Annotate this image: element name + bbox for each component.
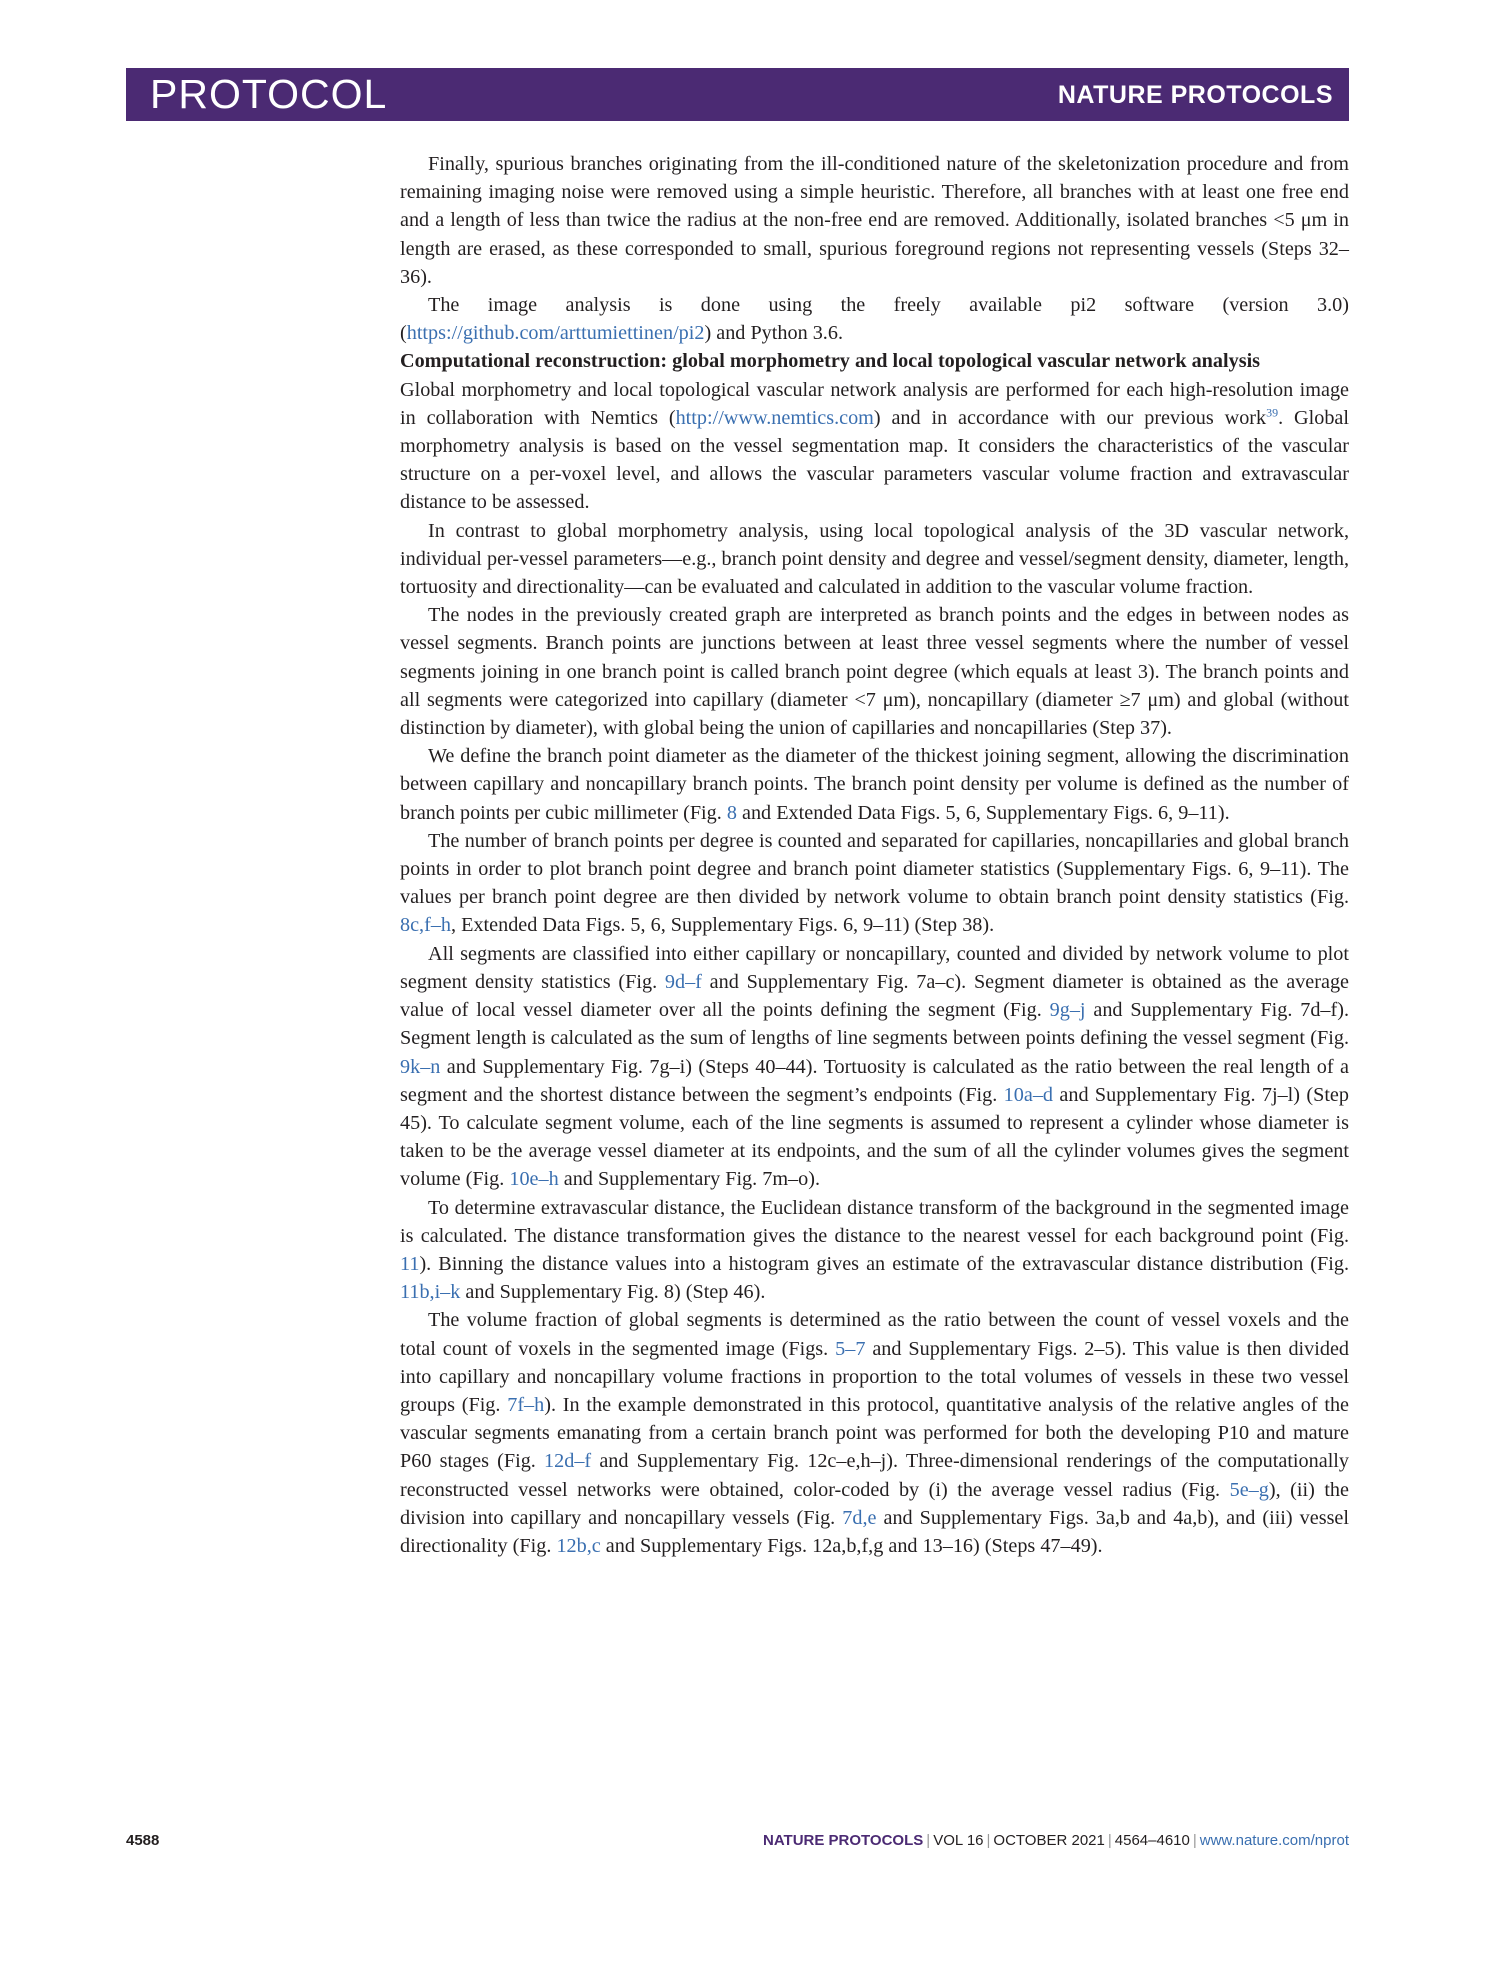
figure-link[interactable]: 8c,f–h (400, 914, 452, 937)
paragraph: All segments are classified into either capillary or noncapillary, counted and divided by network volume to plot segment density statistics (Fig. 9d–f and Supplementary Fig. 7a–c). Segment diameter is obtained as the average value of local vessel diameter over all the points defining the segment (Fig. 9g–j and Supplementary Fig. 7d–f). Segment length is calculated as the sum of lengths of line segments between points defining the vessel segment (Fig. 9k–n and Supplementary Fig. 7g–i) (Steps 40–44). Tortuosity is calculated as the ratio between the real length of a segment and the shortest distance between the segment’s endpoints (Fig. 10a–d and Supplementary Fig. 7j–l) (Step 45). To calculate segment volume, each of the line segments is assumed to represent a cylinder whose diameter is taken to be the average vessel diameter at its endpoints, and the sum of all the cylinder volumes gives the segment volume (Fig. 10e–h and Supplementary Fig. 7m–o). (400, 942, 1349, 1191)
header-bar (126, 68, 1349, 121)
figure-link[interactable]: 7d,e (842, 1506, 877, 1529)
paragraph: To determine extravascular distance, the Euclidean distance transform of the background in the segmented image is calculated. The distance transformation gives the distance to the nearest vessel for each background point (Fig. 11). Binning the distance values into a histogram gives an estimate of the extravascular distance distribution (Fig. 11b,i–k and Supplementary Fig. 8) (Step 46). (400, 1196, 1349, 1304)
figure-link[interactable]: 9g–j (1049, 999, 1086, 1022)
figure-link[interactable]: 10e–h (509, 1168, 559, 1191)
section-heading: Computational reconstruction: global morphometry and local topological vascular network analysis (400, 350, 1261, 373)
figure-link[interactable]: 5e–g (1229, 1478, 1269, 1501)
paragraph: The volume fraction of global segments is determined as the ratio between the count of vessel voxels and the total count of voxels in the segmented image (Figs. 5–7 and Supplementary Figs. 2–5). This value is then divided into capillary and noncapillary volume fractions in proportion to the total volumes of vessels in these two vessel groups (Fig. 7f–h). In the example demonstrated in this protocol, quantitative analysis of the relative angles of the vascular segments emanating from a certain branch point was performed for both the developing P10 and mature P60 stages (Fig. 12d–f and Supplementary Fig. 12c–e,h–j). Three-dimensional renderings of the computationally reconstructed vessel networks were obtained, color-coded by (i) the average vessel radius (Fig. 5e–g), (ii) the division into capillary and noncapillary vessels (Fig. 7d,e and Supplementary Figs. 3a,b and 4a,b), and (iii) vessel directionality (Fig. 12b,c and Supplementary Figs. 12a,b,f,g and 13–16) (Steps 47–49). (400, 1309, 1350, 1557)
footer-pages: 4564–4610 (1114, 1832, 1190, 1849)
page-number: 4588 (126, 1832, 160, 1849)
pi2-link[interactable]: https://github.com/arttumiettinen/pi2 (406, 322, 705, 345)
figure-link[interactable]: 5–7 (835, 1337, 866, 1360)
figure-link[interactable]: 12b,c (556, 1534, 601, 1557)
figure-link[interactable]: 7f–h (507, 1393, 545, 1416)
paragraph: Finally, spurious branches originating from the ill-conditioned nature of the skeletonization procedure and from remaining imaging noise were removed using a simple heuristic. Therefore, all branches with at least one free end and a length of less than twice the radius at the non-free end are removed. Additionally, isolated branches <5 μm in length are erased, as these corresponded to small, spurious foreground regions not representing vessels (Steps 32–36). (400, 153, 1349, 288)
figure-link[interactable]: 12d–f (544, 1450, 592, 1473)
figure-link[interactable]: 8 (726, 801, 737, 824)
reference-link[interactable]: 39 (1266, 405, 1279, 420)
article-body (400, 150, 1349, 1560)
footer-url[interactable]: www.nature.com/nprot (1199, 1832, 1349, 1849)
footer-date: OCTOBER 2021 (993, 1832, 1105, 1849)
nemtics-link[interactable]: http://www.nemtics.com (675, 406, 874, 429)
figure-link[interactable]: 9d–f (664, 970, 702, 993)
paragraph: The image analysis is done using the freely available pi2 software (version 3.0) (https://github.com/arttumiettinen/pi2) and Python 3.6. (400, 294, 1349, 345)
footer-citation: NATURE PROTOCOLS | VOL 16 | OCTOBER 2021 | 4564–4610 | www.nature.com/nprot (762, 1832, 1349, 1849)
figure-link[interactable]: 11 (400, 1252, 420, 1275)
paragraph: The number of branch points per degree is counted and separated for capillaries, noncapillaries and global branch points in order to plot branch point degree and branch point diameter statistics (Supplementary Figs. 6, 9–11). The values per branch point degree are then divided by network volume to obtain branch point density statistics (Fig. 8c,f–h, Extended Data Figs. 5, 6, Supplementary Figs. 6, 9–11) (Step 38). (400, 829, 1349, 937)
paragraph: We define the branch point diameter as the diameter of the thickest joining segment, allowing the discrimination between capillary and noncapillary branch points. The branch point density per volume is defined as the number of branch points per cubic millimeter (Fig. 8 and Extended Data Figs. 5, 6, Supplementary Figs. 6, 9–11). (400, 745, 1349, 824)
paragraph: The nodes in the previously created graph are interpreted as branch points and the edges in between nodes as vessel segments. Branch points are junctions between at least three vessel segments where the number of vessel segments joining in one branch point is called branch point degree (which equals at least 3). The branch points and all segments were categorized into capillary (diameter <7 μm), noncapillary (diameter ≥7 μm) and global (without distinction by diameter), with global being the union of capillaries and noncapillaries (Step 37). (400, 604, 1349, 740)
figure-link[interactable]: 10a–d (1003, 1083, 1054, 1106)
paragraph: In contrast to global morphometry analysis, using local topological analysis of the 3D vascular network, individual per-vessel parameters—e.g., branch point density and degree and vessel/segment density, diameter, length, tortuosity and directionality—can be evaluated and calculated in addition to the vascular volume fraction. (400, 519, 1349, 599)
figure-link[interactable]: 9k–n (400, 1055, 441, 1078)
footer-journal: NATURE PROTOCOLS (762, 1832, 924, 1849)
journal-name: NATURE PROTOCOLS (1057, 81, 1333, 109)
section-label: PROTOCOL (150, 71, 388, 117)
footer-volume: VOL 16 (933, 1832, 984, 1849)
figure-link[interactable]: 11b,i–k (400, 1281, 461, 1304)
paragraph: Global morphometry and local topological vascular network analysis are performed for each high-resolution image in collaboration with Nemtics (http://www.nemtics.com) and in accordance with our previous work$^{39}$. Global morphometry analysis is based on the vessel segmentation map. It considers the characteristics of the vascular structure on a per-voxel level, and allows the vascular parameters vascular volume fraction and extravascular distance to be assessed. (400, 378, 1349, 514)
